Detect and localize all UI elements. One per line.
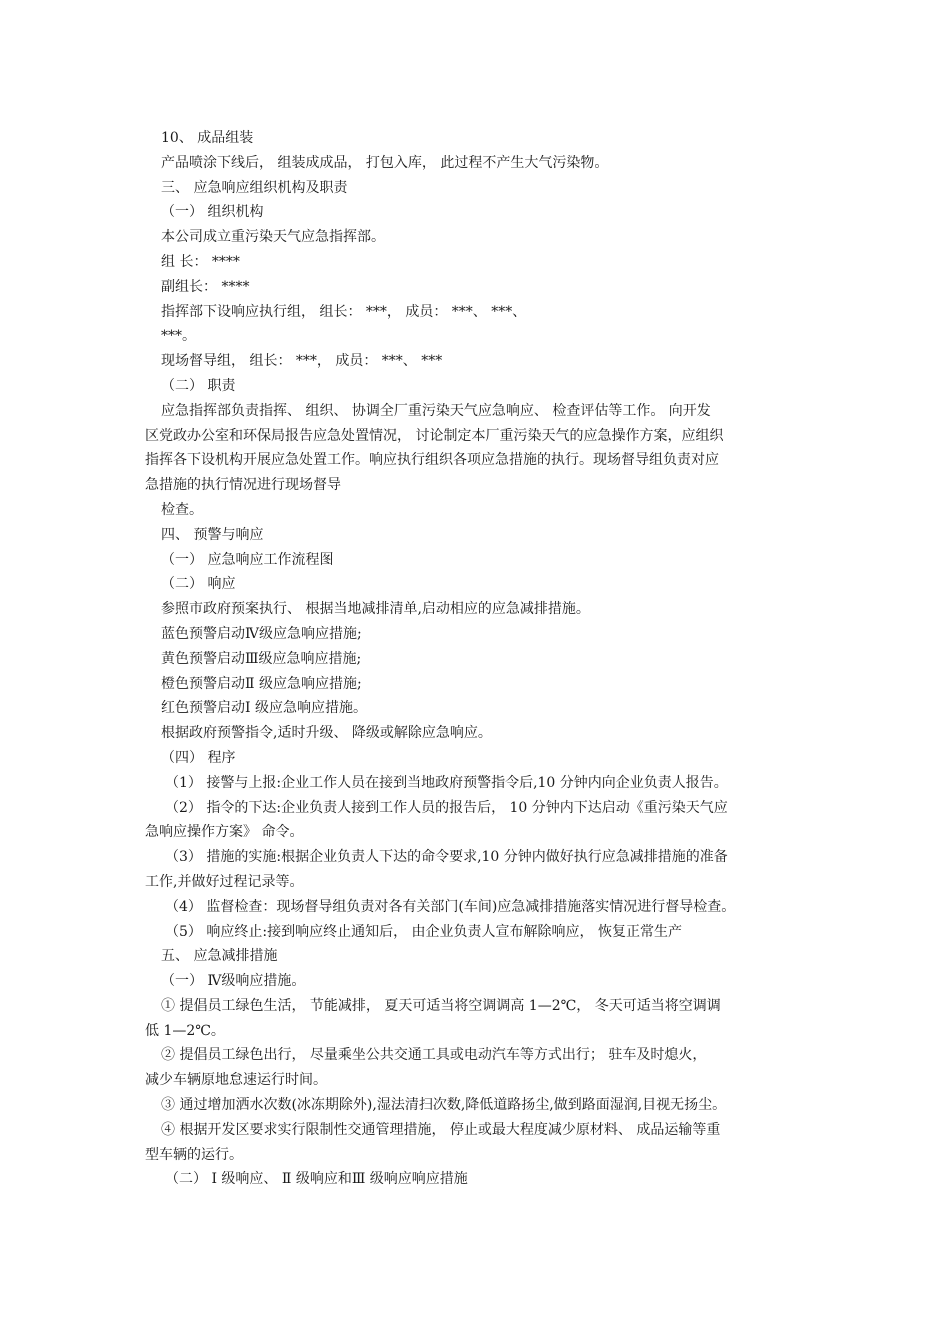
- text-line: （二） Ⅰ 级响应、 Ⅱ 级响应和Ⅲ 级响应响应措施: [165, 1171, 468, 1188]
- text-line: 三、 应急响应组织机构及职责: [161, 179, 348, 196]
- text-line: （二） 响应: [161, 576, 236, 593]
- text-line: 型车辆的运行。: [145, 1146, 243, 1163]
- text-line: 组 长： ****: [161, 253, 240, 270]
- text-line: 橙色预警启动Ⅱ 级应急响应措施;: [161, 675, 362, 692]
- text-line: ② 提倡员工绿色出行， 尽量乘坐公共交通工具或电动汽车等方式出行； 驻车及时熄火，: [161, 1047, 707, 1064]
- text-line: 急措施的执行情况进行现场督导: [145, 477, 341, 494]
- text-line: （3） 措施的实施:根据企业负责人下达的命令要求,10 分钟内做好执行应急减排措施的准备: [165, 849, 728, 866]
- text-line: ④ 根据开发区要求实行限制性交通管理措施， 停止或最大程度减少原材料、 成品运输等重: [161, 1121, 721, 1138]
- text-line: 蓝色预警启动Ⅳ级应急响应措施;: [161, 625, 362, 642]
- text-line: （一） 应急响应工作流程图: [161, 551, 334, 568]
- text-line: ③ 通过增加洒水次数(冰冻期除外),湿法清扫次数,降低道路扬尘,做到路面湿润,目视无扬尘。: [161, 1097, 727, 1114]
- text-line: 减少车辆原地怠速运行时间。: [145, 1072, 327, 1089]
- text-line: 工作,并做好过程记录等。: [145, 873, 304, 890]
- text-line: 红色预警启动Ⅰ 级应急响应措施。: [161, 700, 367, 717]
- text-line: 现场督导组， 组长： ***， 成员： ***、 ***: [161, 353, 443, 370]
- text-line: 四、 预警与响应: [161, 526, 264, 543]
- text-line: 产品喷涂下线后， 组装成成品， 打包入库， 此过程不产生大气污染物。: [161, 154, 609, 171]
- text-line: （一） Ⅳ级响应措施。: [161, 973, 306, 990]
- text-line: （4） 监督检查：现场督导组负责对各有关部门(车间)应急减排措施落实情况进行督导检查。: [165, 898, 736, 915]
- text-line: 黄色预警启动Ⅲ级应急响应措施;: [161, 650, 362, 667]
- text-line: 低 1—2℃。: [145, 1022, 225, 1039]
- text-line: （5） 响应终止:接到响应终止通知后， 由企业负责人宣布解除响应， 恢复正常生产: [165, 923, 682, 940]
- text-line: 副组长： ****: [161, 278, 250, 295]
- text-line: 检查。: [161, 501, 203, 518]
- text-line: （四） 程序: [161, 749, 236, 766]
- text-line: （二） 职责: [161, 377, 236, 394]
- text-line: 10、 成品组装: [161, 130, 254, 146]
- text-line: ***。: [161, 328, 196, 345]
- document-body: [145, 126, 817, 1192]
- text-line: 指挥各下设机构开展应急处置工作。响应执行组织各项应急措施的执行。现场督导组负责对应: [145, 452, 719, 469]
- text-line: （2） 指令的下达:企业负责人接到工作人员的报告后， 10 分钟内下达启动《重污染天气应: [165, 799, 728, 816]
- text-line: 区党政办公室和环保局报告应急处置情况， 讨论制定本厂重污染天气的应急操作方案，应组织: [145, 427, 724, 444]
- text-line: 参照市政府预案执行、 根据当地减排清单,启动相应的应急减排措施。: [161, 601, 590, 618]
- text-line: 根据政府预警指令,适时升级、 降级或解除应急响应。: [161, 725, 492, 742]
- text-line: 五、 应急减排措施: [161, 948, 278, 965]
- text-line: ① 提倡员工绿色生活， 节能减排， 夏天可适当将空调调高 1—2℃， 冬天可适当将空调调: [161, 997, 721, 1014]
- text-line: 应急指挥部负责指挥、 组织、 协调全厂重污染天气应急响应、 检查评估等工作。 向开发: [161, 402, 711, 419]
- text-line: 急响应操作方案》 命令。: [145, 824, 304, 841]
- text-line: （1） 接警与上报:企业工作人员在接到当地政府预警指令后,10 分钟内向企业负责人报告。: [165, 774, 728, 791]
- text-line: 指挥部下设响应执行组， 组长： ***， 成员： ***、 ***、: [161, 303, 527, 320]
- text-line: 本公司成立重污染天气应急指挥部。: [161, 229, 385, 246]
- text-line: （一） 组织机构: [161, 204, 264, 221]
